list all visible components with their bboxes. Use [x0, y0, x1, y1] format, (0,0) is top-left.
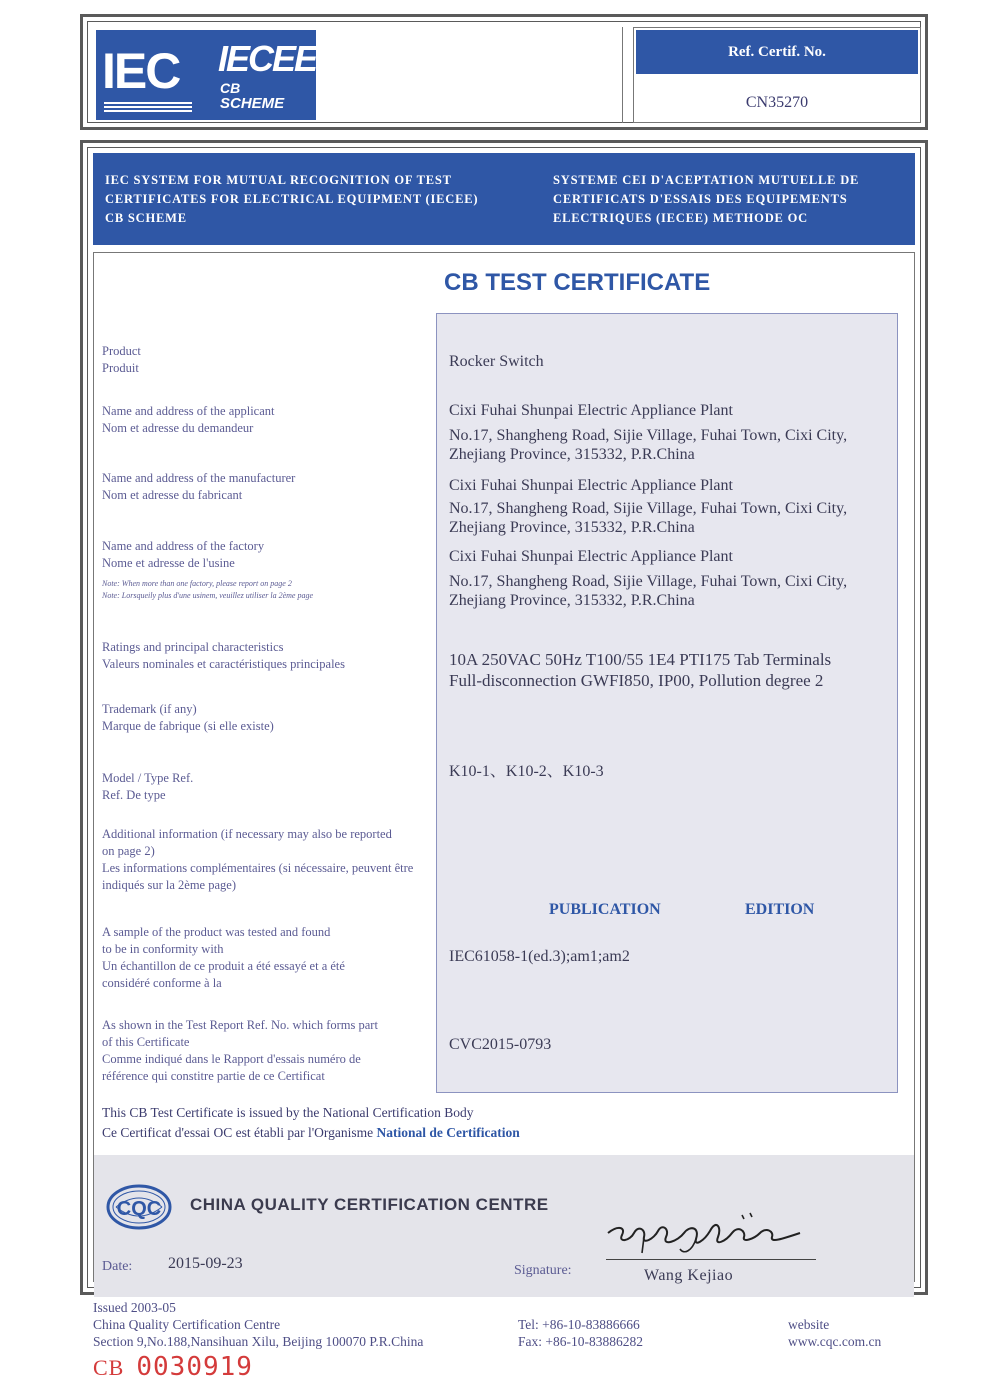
label-fr: considéré conforme à la: [102, 976, 222, 990]
label-en: Product: [102, 344, 141, 358]
issued-by-french: [102, 1123, 520, 1143]
label-fr: Comme indiqué dans le Rapport d'essais numéro de: [102, 1052, 361, 1066]
scheme-logo-text: SCHEME: [220, 95, 285, 112]
signature-label: Signature:: [514, 1263, 572, 1278]
banner-english-line: CERTIFICATES FOR ELECTRICAL EQUIPMENT (IECEE): [105, 192, 479, 206]
certificate-body-inner: [87, 147, 921, 1288]
value-manufacturer-name: Cixi Fuhai Shunpai Electric Appliance Plant: [449, 477, 733, 494]
address-line: No.17, Shangheng Road, Sijie Village, Fuhai Town, Cixi City,: [449, 427, 848, 444]
certificate-title: CB TEST CERTIFICATE: [444, 269, 711, 296]
issued-by-statement: [102, 1103, 520, 1143]
label-fr: Un échantillon de ce produit a été essayé et a été: [102, 959, 345, 973]
cb-logo-text: CB: [220, 80, 241, 96]
label-fr: Nome et adresse de l'usine: [102, 556, 235, 570]
label-en: A sample of the product was tested and found: [102, 925, 331, 939]
value-ratings: [449, 649, 831, 691]
banner-french-line: SYSTEME CEI D'ACEPTATION MUTUELLE DE: [553, 173, 860, 187]
address-line: Zhejiang Province, 315332, P.R.China: [449, 446, 695, 463]
value-product: Rocker Switch: [449, 353, 544, 370]
note-en: Note: When more than one factory, please report on page 2: [102, 579, 292, 588]
footer-website-label: website: [788, 1317, 830, 1332]
footer-tel: Tel: +86-10-83886666: [518, 1317, 640, 1332]
footer-website: [788, 1316, 881, 1350]
value-test-report-number: CVC2015-0793: [449, 1036, 552, 1053]
label-en: Model / Type Ref.: [102, 771, 194, 785]
factory-note: [102, 578, 313, 602]
certificate-serial: [93, 1352, 253, 1382]
date-value: 2015-09-23: [168, 1255, 243, 1272]
ratings-line: 10A 250VAC 50Hz T100/55 1E4 PTI175 Tab Terminals: [449, 650, 832, 669]
label-en: Ratings and principal characteristics: [102, 640, 284, 654]
edition-header: EDITION: [745, 901, 815, 918]
note-fr: Note: Lorsqueily plus d'une usinem, veuillez utiliser la 2ème page: [102, 591, 314, 600]
label-ratings: [102, 639, 345, 673]
certificate-body-frame: [80, 140, 928, 1295]
date-label: Date:: [102, 1259, 133, 1274]
label-fr: Marque de fabrique (si elle existe): [102, 719, 274, 733]
address-line: No.17, Shangheng Road, Sijie Village, Fuhai Town, Cixi City,: [449, 573, 848, 590]
label-fr: Nom et adresse du demandeur: [102, 421, 254, 435]
label-test-report: [102, 1017, 378, 1085]
banner-english-line: IEC SYSTEM FOR MUTUAL RECOGNITION OF TEST: [105, 173, 452, 187]
certificate-content: [93, 252, 915, 1282]
footer-fax: Fax: +86-10-83886282: [518, 1334, 643, 1349]
logo-panel: [93, 27, 623, 123]
label-en: Trademark (if any): [102, 702, 197, 716]
value-manufacturer-address: [449, 499, 847, 537]
label-en: on page 2): [102, 844, 155, 858]
footer-contact: [518, 1316, 643, 1350]
footer-issuer: [93, 1299, 423, 1350]
issued-by-french-bold: National de Certification: [376, 1125, 520, 1140]
address-line: No.17, Shangheng Road, Sijie Village, Fuhai Town, Cixi City,: [449, 500, 848, 517]
footer-org: China Quality Certification Centre: [93, 1317, 281, 1332]
ratings-line: Full-disconnection GWFI850, IP00, Pollution degree 2: [449, 671, 824, 690]
label-en: Name and address of the applicant: [102, 404, 275, 418]
label-fr: Valeurs nominales et caractéristiques principales: [102, 657, 345, 671]
certificate-header: [80, 14, 928, 130]
label-fr: Ref. De type: [102, 788, 166, 802]
ref-certificate-panel: [633, 27, 921, 123]
cqc-logo-icon: [106, 1183, 172, 1231]
label-model: [102, 770, 193, 804]
banner-english: [105, 171, 545, 228]
issued-by-english: This CB Test Certificate is issued by the National Certification Body: [102, 1105, 474, 1120]
iec-logo-text: IEC: [102, 43, 180, 99]
ref-certificate-number: CN35270: [745, 94, 809, 111]
iec-logo-lines: [104, 102, 192, 114]
value-applicant-name: Cixi Fuhai Shunpai Electric Appliance Plant: [449, 402, 733, 419]
label-sample-conformity: [102, 924, 345, 992]
label-en: to be in conformity with: [102, 942, 224, 956]
value-factory-address: [449, 572, 847, 610]
serial-prefix: CB: [93, 1355, 125, 1380]
handwritten-signature: [604, 1205, 804, 1257]
banner-english-line: CB SCHEME: [105, 211, 187, 225]
cqc-logo-text: CQC: [116, 1198, 162, 1220]
footer-issued-date: Issued 2003-05: [93, 1300, 176, 1315]
label-product: [102, 343, 141, 377]
value-factory-name: Cixi Fuhai Shunpai Electric Appliance Plant: [449, 548, 733, 565]
value-publication: IEC61058-1(ed.3);am1;am2: [449, 948, 630, 965]
banner-french-line: CERTIFICATS D'ESSAIS DES EQUIPEMENTS: [553, 192, 848, 206]
banner-french-line: ELECTRIQUES (IECEE) METHODE OC: [553, 211, 808, 225]
value-applicant-address: [449, 426, 847, 464]
label-factory: [102, 538, 264, 572]
label-trademark: [102, 701, 274, 735]
address-line: Zhejiang Province, 315332, P.R.China: [449, 519, 695, 536]
signature-line: [606, 1259, 816, 1260]
iec-iecee-logo: [96, 30, 316, 120]
label-manufacturer: [102, 470, 295, 504]
issued-by-french-text: Ce Certificat d'essai OC est établi par l'Organisme: [102, 1125, 377, 1140]
header-inner-border: [87, 21, 921, 123]
serial-number: 0030919: [136, 1352, 253, 1382]
label-fr: Produit: [102, 361, 139, 375]
iecee-banner: [93, 153, 915, 245]
signatory-name: Wang Kejiao: [644, 1267, 734, 1284]
iecee-logo-text: IECEE: [218, 38, 317, 79]
label-en: Name and address of the manufacturer: [102, 471, 296, 485]
label-en: As shown in the Test Report Ref. No. which forms part: [102, 1018, 378, 1032]
label-fr: Nom et adresse du fabricant: [102, 488, 243, 502]
label-fr: indiqués sur la 2ème page): [102, 878, 236, 892]
publication-header: PUBLICATION: [549, 901, 661, 918]
footer-website-url: www.cqc.com.cn: [788, 1334, 882, 1349]
certification-body-band: [94, 1155, 914, 1297]
label-applicant: [102, 403, 275, 437]
label-fr: Les informations complémentaires (si nécessaire, peuvent être: [102, 861, 414, 875]
value-model: K10-1、K10-2、K10-3: [449, 763, 604, 780]
certification-body-name: CHINA QUALITY CERTIFICATION CENTRE: [190, 1195, 549, 1214]
address-line: Zhejiang Province, 315332, P.R.China: [449, 592, 695, 609]
label-fr: référence qui constitre partie de ce Certificat: [102, 1069, 325, 1083]
label-additional-info: [102, 826, 437, 894]
footer-address: Section 9,No.188,Nansihuan Xilu, Beijing 100070 P.R.China: [93, 1334, 424, 1349]
banner-french: [553, 171, 903, 228]
ref-certificate-label: Ref. Certif. No.: [636, 30, 918, 74]
label-en: Additional information (if necessary may also be reported: [102, 827, 392, 841]
label-en: of this Certificate: [102, 1035, 190, 1049]
label-en: Name and address of the factory: [102, 539, 265, 553]
iecee-cb-logo: [214, 32, 317, 118]
